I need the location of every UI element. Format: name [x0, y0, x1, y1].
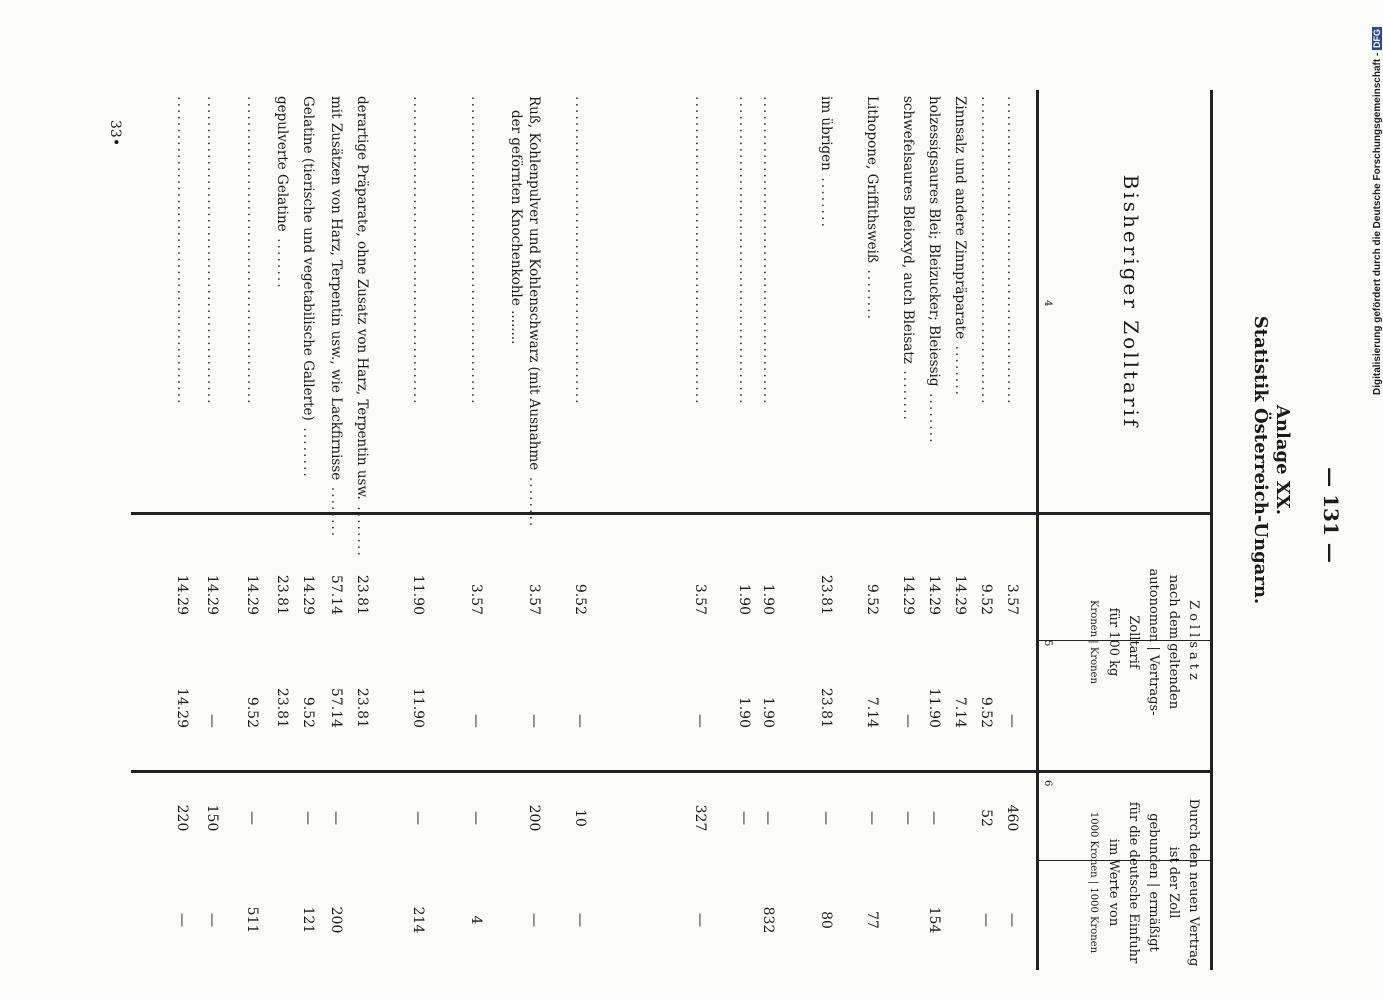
row-description-text: Ruß, Kohlenpulver und Kohlenschwarz (mit Ausnahme — [526, 96, 542, 471]
row-description — [861, 96, 883, 506]
value-reduced — [897, 895, 919, 945]
value-bound: — — [864, 811, 880, 825]
dfg-logo: DFG — [1372, 28, 1382, 48]
rate-autonomous: 14.29 — [174, 574, 190, 615]
value-reduced: 200 — [328, 906, 344, 934]
value-bound: — — [244, 811, 260, 825]
rate-autonomous: 14.29 — [900, 574, 916, 615]
row-description — [351, 96, 373, 558]
table-row — [171, 0, 193, 1000]
page-number: — 131 — — [1319, 467, 1343, 563]
rate-treaty: 23.81 — [354, 687, 370, 728]
value-bound: — — [410, 811, 426, 825]
table-row — [407, 0, 429, 1000]
row-description — [757, 96, 779, 506]
leader-dots: ................................................ — [760, 96, 776, 406]
annex-subtitle: Statistik Österreich-Ungarn. — [1250, 315, 1271, 605]
col-divider-1 — [131, 512, 1211, 515]
rate-autonomous: 14.29 — [926, 574, 942, 615]
value-bound: — — [300, 811, 316, 825]
table-row — [923, 0, 945, 1000]
value-reduced: — — [978, 913, 994, 927]
table-top-rule — [1210, 90, 1213, 970]
rate-treaty: — — [900, 714, 916, 728]
row-description-text: gepulverte Gelatine — [274, 96, 290, 232]
table-row — [861, 0, 883, 1000]
footer-mark: 33• — [107, 120, 123, 147]
col-divider-2 — [131, 770, 1211, 773]
leader-dots: ........ — [900, 363, 916, 422]
rate-autonomous: 14.29 — [244, 574, 260, 615]
leader-dots: ........ — [926, 386, 942, 445]
value-bound: 327 — [692, 804, 708, 832]
value-reduced: 77 — [864, 911, 880, 929]
row-description — [923, 96, 945, 506]
leader-dots: ........ — [864, 262, 880, 322]
value-bound: 220 — [174, 804, 190, 832]
row-description — [508, 96, 545, 529]
value-bound: — — [736, 811, 752, 825]
rate-treaty: 57.14 — [328, 687, 344, 728]
row-description — [325, 96, 347, 539]
row-description-text: mit Zusätzen von Harz, Terpentin usw., wie Lackfirnisse — [328, 96, 344, 481]
rate-treaty: 9.52 — [300, 696, 316, 728]
value-bound — [949, 790, 971, 846]
rate-treaty: 14.29 — [174, 687, 190, 728]
rate-treaty: — — [1004, 714, 1020, 728]
col5-header: Zollsatz nach dem geltenden autonomen | Vertrags- Zolltarif für 100 kg Kronen | Kronen — [1088, 568, 1201, 716]
rate-treaty: 23.81 — [274, 687, 290, 728]
value-bound: 52 — [978, 809, 994, 827]
row-description — [689, 96, 711, 506]
table-row — [508, 0, 545, 1000]
leader-dots: ........ — [526, 470, 542, 529]
col6-header: Durch den neuen Vertrag ist der Zoll gebunden | ermäßigt für die deutsche Einfuhr im Werte von 1000 Kronen | 1000 Kronen — [1088, 798, 1201, 967]
table-row — [897, 0, 919, 1000]
leader-dots: ................................................ — [736, 96, 752, 406]
digitization-credit: Digitalisierung gefördert durch die Deutsche Forschungsgemeinschaft - DFG — [1372, 28, 1383, 395]
rate-autonomous: 14.29 — [204, 574, 220, 615]
table-row — [569, 0, 591, 1000]
annex-title: Anlage XX. — [1272, 404, 1293, 516]
value-reduced: 154 — [926, 906, 942, 934]
row-description — [465, 96, 487, 506]
leader-dots: ................................................ — [174, 96, 190, 406]
row-description-text: schwefelsaures Bleioxyd, auch Bleisatz — [900, 96, 916, 364]
value-reduced — [351, 895, 373, 945]
table-row — [757, 0, 779, 1000]
rate-autonomous: 1.90 — [736, 583, 752, 615]
value-reduced — [949, 895, 971, 945]
table-row — [271, 0, 293, 1000]
rate-treaty: — — [204, 714, 220, 728]
value-bound — [271, 790, 293, 846]
value-bound: — — [328, 811, 344, 825]
rate-autonomous: 3.57 — [526, 583, 542, 615]
leader-dots: ........ — [328, 480, 344, 539]
row-description — [271, 96, 293, 506]
value-reduced: — — [174, 913, 190, 927]
leader-dots: ................................................ — [572, 96, 588, 406]
row-description — [733, 96, 755, 506]
rate-autonomous: 23.81 — [818, 574, 834, 615]
row-description — [897, 96, 919, 506]
value-reduced — [733, 895, 755, 945]
rate-treaty: — — [572, 714, 588, 728]
value-reduced: 121 — [300, 906, 316, 934]
leader-dots: ................................................ — [244, 96, 260, 406]
value-reduced: — — [692, 913, 708, 927]
leader-dots: ................................................ — [204, 96, 220, 406]
value-reduced: — — [1004, 913, 1020, 927]
rate-autonomous: 3.57 — [468, 583, 484, 615]
table-row — [975, 0, 997, 1000]
row-description-text: Gelatine (tierische und vegetabilische Gallerte) — [300, 96, 316, 421]
row-description — [241, 96, 263, 506]
rate-autonomous: 11.90 — [410, 574, 426, 615]
rate-treaty: 1.90 — [736, 696, 752, 728]
table-row — [241, 0, 263, 1000]
table-row — [325, 0, 347, 1000]
table-row — [1001, 0, 1023, 1000]
rate-autonomous: 9.52 — [978, 583, 994, 615]
rate-treaty: — — [692, 714, 708, 728]
value-reduced: — — [204, 913, 220, 927]
rate-autonomous: 57.14 — [328, 574, 344, 615]
table-row — [815, 0, 837, 1000]
header-bottom-rule — [1036, 90, 1039, 970]
rate-autonomous: 9.52 — [864, 583, 880, 615]
rate-autonomous: 14.29 — [952, 574, 968, 615]
table-row — [949, 0, 971, 1000]
table-row — [465, 0, 487, 1000]
value-reduced: 511 — [244, 906, 260, 934]
row-description-text: derartige Präparate, ohne Zusatz von Harz, Terpentin usw. — [354, 96, 370, 500]
rate-treaty: — — [468, 714, 484, 728]
col6-number: 6 — [1042, 780, 1053, 787]
row-description-text: holzessigsaures Blei; Bleizucker; Bleiessig — [926, 96, 942, 387]
col5-number: 5 — [1042, 640, 1053, 647]
value-reduced: 80 — [818, 911, 834, 929]
row-description — [949, 96, 971, 506]
rate-treaty: 1.90 — [760, 696, 776, 728]
leader-dots: ................................................ — [468, 96, 484, 406]
leader-dots: ................................................ — [1004, 96, 1020, 406]
value-bound: — — [760, 811, 776, 825]
value-bound: — — [926, 811, 942, 825]
rate-treaty: 9.52 — [244, 696, 260, 728]
row-description-text: im übrigen — [818, 96, 834, 171]
row-description — [201, 96, 223, 506]
value-reduced: — — [572, 913, 588, 927]
leader-dots: ........ — [300, 420, 316, 479]
value-reduced: 4 — [468, 915, 484, 925]
leader-dots: ........ — [274, 231, 290, 290]
row-description-text: Lithopone, Griffithsweiß — [864, 96, 880, 263]
rate-treaty: 7.14 — [864, 696, 880, 728]
table-row — [733, 0, 755, 1000]
value-reduced: — — [526, 913, 542, 927]
row-description-text: Zinnsalz und andere Zinnpräparate — [952, 96, 968, 340]
col4-title: Bisheriger Zolltarif — [1119, 174, 1143, 430]
table-row — [351, 0, 373, 1000]
leader-dots: ........ — [818, 170, 834, 229]
value-bound: — — [900, 811, 916, 825]
rate-treaty: — — [526, 714, 542, 728]
rate-autonomous: 14.29 — [300, 574, 316, 615]
value-bound: 10 — [572, 809, 588, 827]
row-description-continuation: der geförnten Knochenkohle ........ — [508, 110, 524, 345]
value-reduced — [271, 895, 293, 945]
row-description — [815, 96, 837, 506]
leader-dots: ................................................ — [692, 96, 708, 406]
row-description — [297, 96, 319, 506]
rate-autonomous: 23.81 — [274, 574, 290, 615]
leader-dots: ........ — [952, 339, 968, 398]
rate-treaty: 11.90 — [410, 687, 426, 728]
rate-autonomous: 3.57 — [692, 583, 708, 615]
rate-autonomous: 1.90 — [760, 583, 776, 615]
value-bound: — — [818, 811, 834, 825]
leader-dots: ................................................ — [410, 96, 426, 406]
rate-autonomous: 23.81 — [354, 574, 370, 615]
leader-dots: ........ — [354, 499, 370, 558]
col4-number: 4 — [1042, 300, 1053, 307]
rate-treaty: 23.81 — [818, 687, 834, 728]
value-bound: — — [468, 811, 484, 825]
rate-treaty: 7.14 — [952, 696, 968, 728]
row-description — [975, 96, 997, 506]
row-description — [407, 96, 429, 506]
table-row — [689, 0, 711, 1000]
rate-treaty: 11.90 — [926, 687, 942, 728]
rate-treaty: 9.52 — [978, 696, 994, 728]
value-reduced: 214 — [410, 906, 426, 934]
value-bound: 460 — [1004, 804, 1020, 832]
rate-autonomous: 9.52 — [572, 583, 588, 615]
table-row — [297, 0, 319, 1000]
value-bound: 200 — [526, 804, 542, 832]
row-description — [569, 96, 591, 506]
row-description — [1001, 96, 1023, 506]
value-bound — [351, 790, 373, 846]
table-row — [201, 0, 223, 1000]
rate-autonomous: 3.57 — [1004, 583, 1020, 615]
row-description — [171, 96, 193, 506]
leader-dots: ................................................ — [978, 96, 994, 406]
value-bound: 150 — [204, 804, 220, 832]
value-reduced: 832 — [760, 906, 776, 934]
